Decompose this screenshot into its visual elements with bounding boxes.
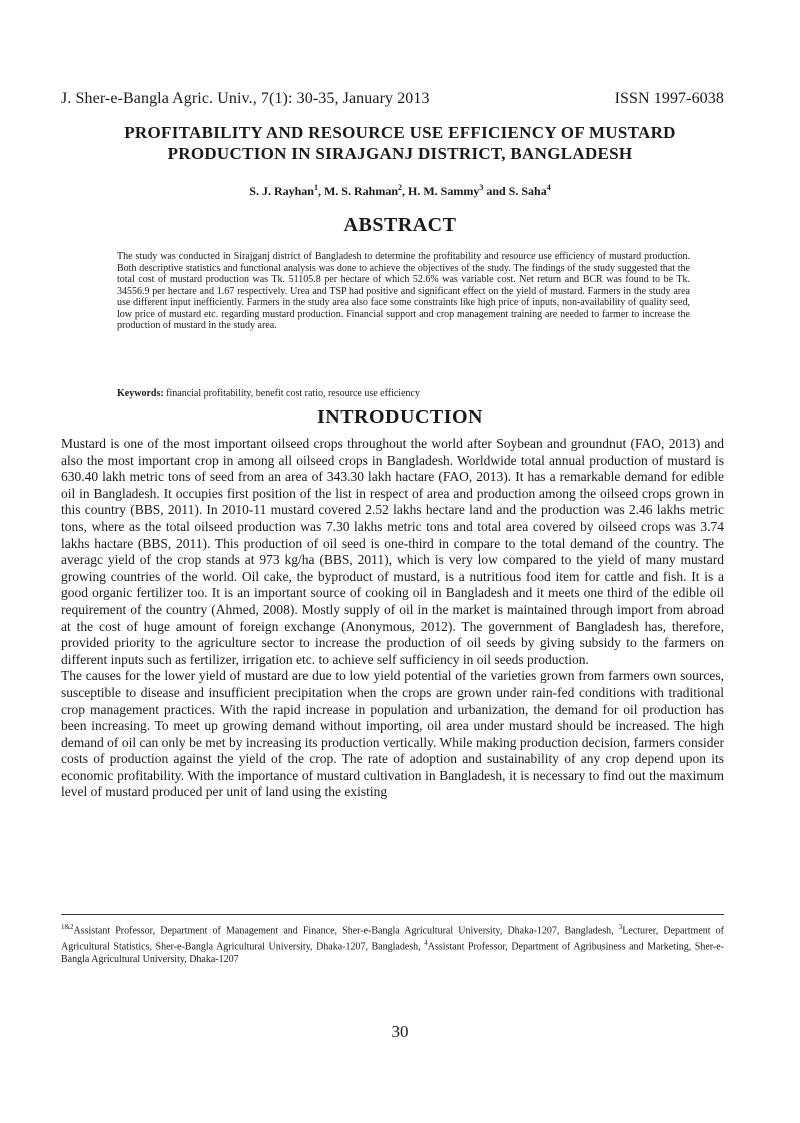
- introduction-paragraph: The causes for the lower yield of mustard are due to low yield potential of the varieties grown from farmers own sources, susceptible to disease and insufficient precipitation when the crops are grown under rain-fed conditions with traditional crop management practices. With the rapid increase in population and urbanization, the demand for oil production has been increasing. To meet up growing demand without importing, oil area under mustard should be increased. The high demand of oil can only be met by increasing its production vertically. While making production decision, farmers consider costs of production against the yield of the crop. The rate of adoption and sustainability of any crop depend upon its economic profitability. With the importance of mustard cultivation in Bangladesh, it is necessary to find out the maximum level of mustard produced per unit of land using the existing: [61, 668, 724, 800]
- footnote-mark: 3: [618, 923, 623, 931]
- footnote-text: Lecturer, Department of Agricultural Statistics, Sher-e-Bangla Agricultural University, Dhaka-1207, Bangladesh,: [61, 925, 724, 953]
- author-list: [0, 183, 800, 199]
- introduction-paragraph: Mustard is one of the most important oilseed crops throughout the world after Soybean and groundnut (FAO, 2013) and also the most important crop in among all oilseed crops in Bangladesh. Worldwide total annual production of mustard is 630.40 lakh metric tons of seed from an area of 343.30 lakh hactare (FAO, 2013). It has a remarkable demand for edible oil in Bangladesh. It occupies first position of the list in respect of area and production among the oilseed crops grown in this country (BBS, 2011). In 2010-11 mustard covered 2.52 lakhs hectare land and the production was 2.46 lakhs metric tons, where as the total oilseed production was 7.30 lakhs metric tons and total area covered by oilseed crops was 3.74 lakhs hactare (BBS, 2011). This production of oil seed is one-third in compare to the total demand of the country. The averagc yield of the crop stands at 973 kg/ha (BBS, 2011), which is very low compared to the yield of many mustard growing countries of the world. Oil cake, the byproduct of mustard, is a nutritious food item for cattle and fish. It is a good organic fertilizer too. It is an important source of cooking oil in Bangladesh and it meets one third of the edible oil requirement of the country (Ahmed, 2008). Mostly supply of oil in the market is maintained through import from abroad at the cost of huge amount of foreign exchange (Anonymous, 2012). The government of Bangladesh has, therefore, provided priority to the agriculture sector to increase the production of oil seeds by giving subsidy to the farmers on different inputs such as fertilizer, irrigation etc. to achieve self sufficiency in oil seeds production.: [61, 436, 724, 667]
- author-name: S. J. Rayhan: [249, 184, 314, 198]
- author-name: , M. S. Rahman: [317, 184, 398, 198]
- footnote-text: Assistant Professor, Department of Management and Finance, Sher-e-Bangla Agricultural University, Dhaka-1207, Bangladesh,: [73, 925, 619, 937]
- author-name: , H. M. Sammy: [402, 184, 480, 198]
- issn: ISSN 1997-6038: [614, 90, 724, 107]
- author-affiliation-mark: 3: [479, 183, 484, 192]
- keywords-list: financial profitability, benefit cost ratio, resource use efficiency: [163, 388, 420, 399]
- footnote-divider: [61, 914, 724, 915]
- footnote-mark: 4: [424, 939, 428, 948]
- keywords-line: [117, 388, 690, 399]
- author-affiliation-mark: 2: [398, 183, 402, 192]
- abstract-text: The study was conducted in Sirajganj district of Bangladesh to determine the profitability and resource use efficiency of mustard production. Both descriptive statistics and functional analysis was done to achieve the objectives of the study. The findings of the study suggested that the total cost of mustard production was Tk. 51105.8 per hectare of which 52.6% was variable cost. Net return and BCR was found to be Tk. 34556.9 per hectare and 1.67 respectively. Urea and TSP had positive and significant effect on the yield of mustard. Farmers in the study area use different input inefficiently. Farmers in the study area also face some constraints like high price of inputs, non-availability of quality seed, low price of mustard etc. regarding mustard production. Financial support and crop management training are needed to farmer to increase the production of mustard in the study area.: [117, 251, 690, 331]
- author-affiliation-mark: 4: [546, 183, 551, 192]
- running-header: [61, 90, 724, 108]
- author-affiliation-mark: 1: [313, 183, 318, 192]
- paper-title: PROFITABILITY AND RESOURCE USE EFFICIENCY OF MUSTARD PRODUCTION IN SIRAJGANJ DISTRICT, BANGLADESH: [124, 123, 676, 163]
- introduction-body: [61, 436, 724, 801]
- keywords-label: Keywords:: [117, 388, 164, 399]
- footnote-text: Assistant Professor, Department of Agribusiness and Marketing, Sher-e-Bangla Agricultural University, Dhaka-1207: [61, 941, 724, 965]
- page-number: 30: [391, 1022, 409, 1041]
- abstract-heading: ABSTRACT: [343, 214, 457, 236]
- footnote-mark: 1&2: [61, 923, 74, 931]
- affiliation-footnote: [61, 921, 724, 966]
- journal-citation: J. Sher-e-Bangla Agric. Univ., 7(1): 30-35, January 2013: [61, 90, 430, 107]
- author-name: and S. Saha: [483, 184, 547, 198]
- introduction-heading: INTRODUCTION: [316, 406, 484, 428]
